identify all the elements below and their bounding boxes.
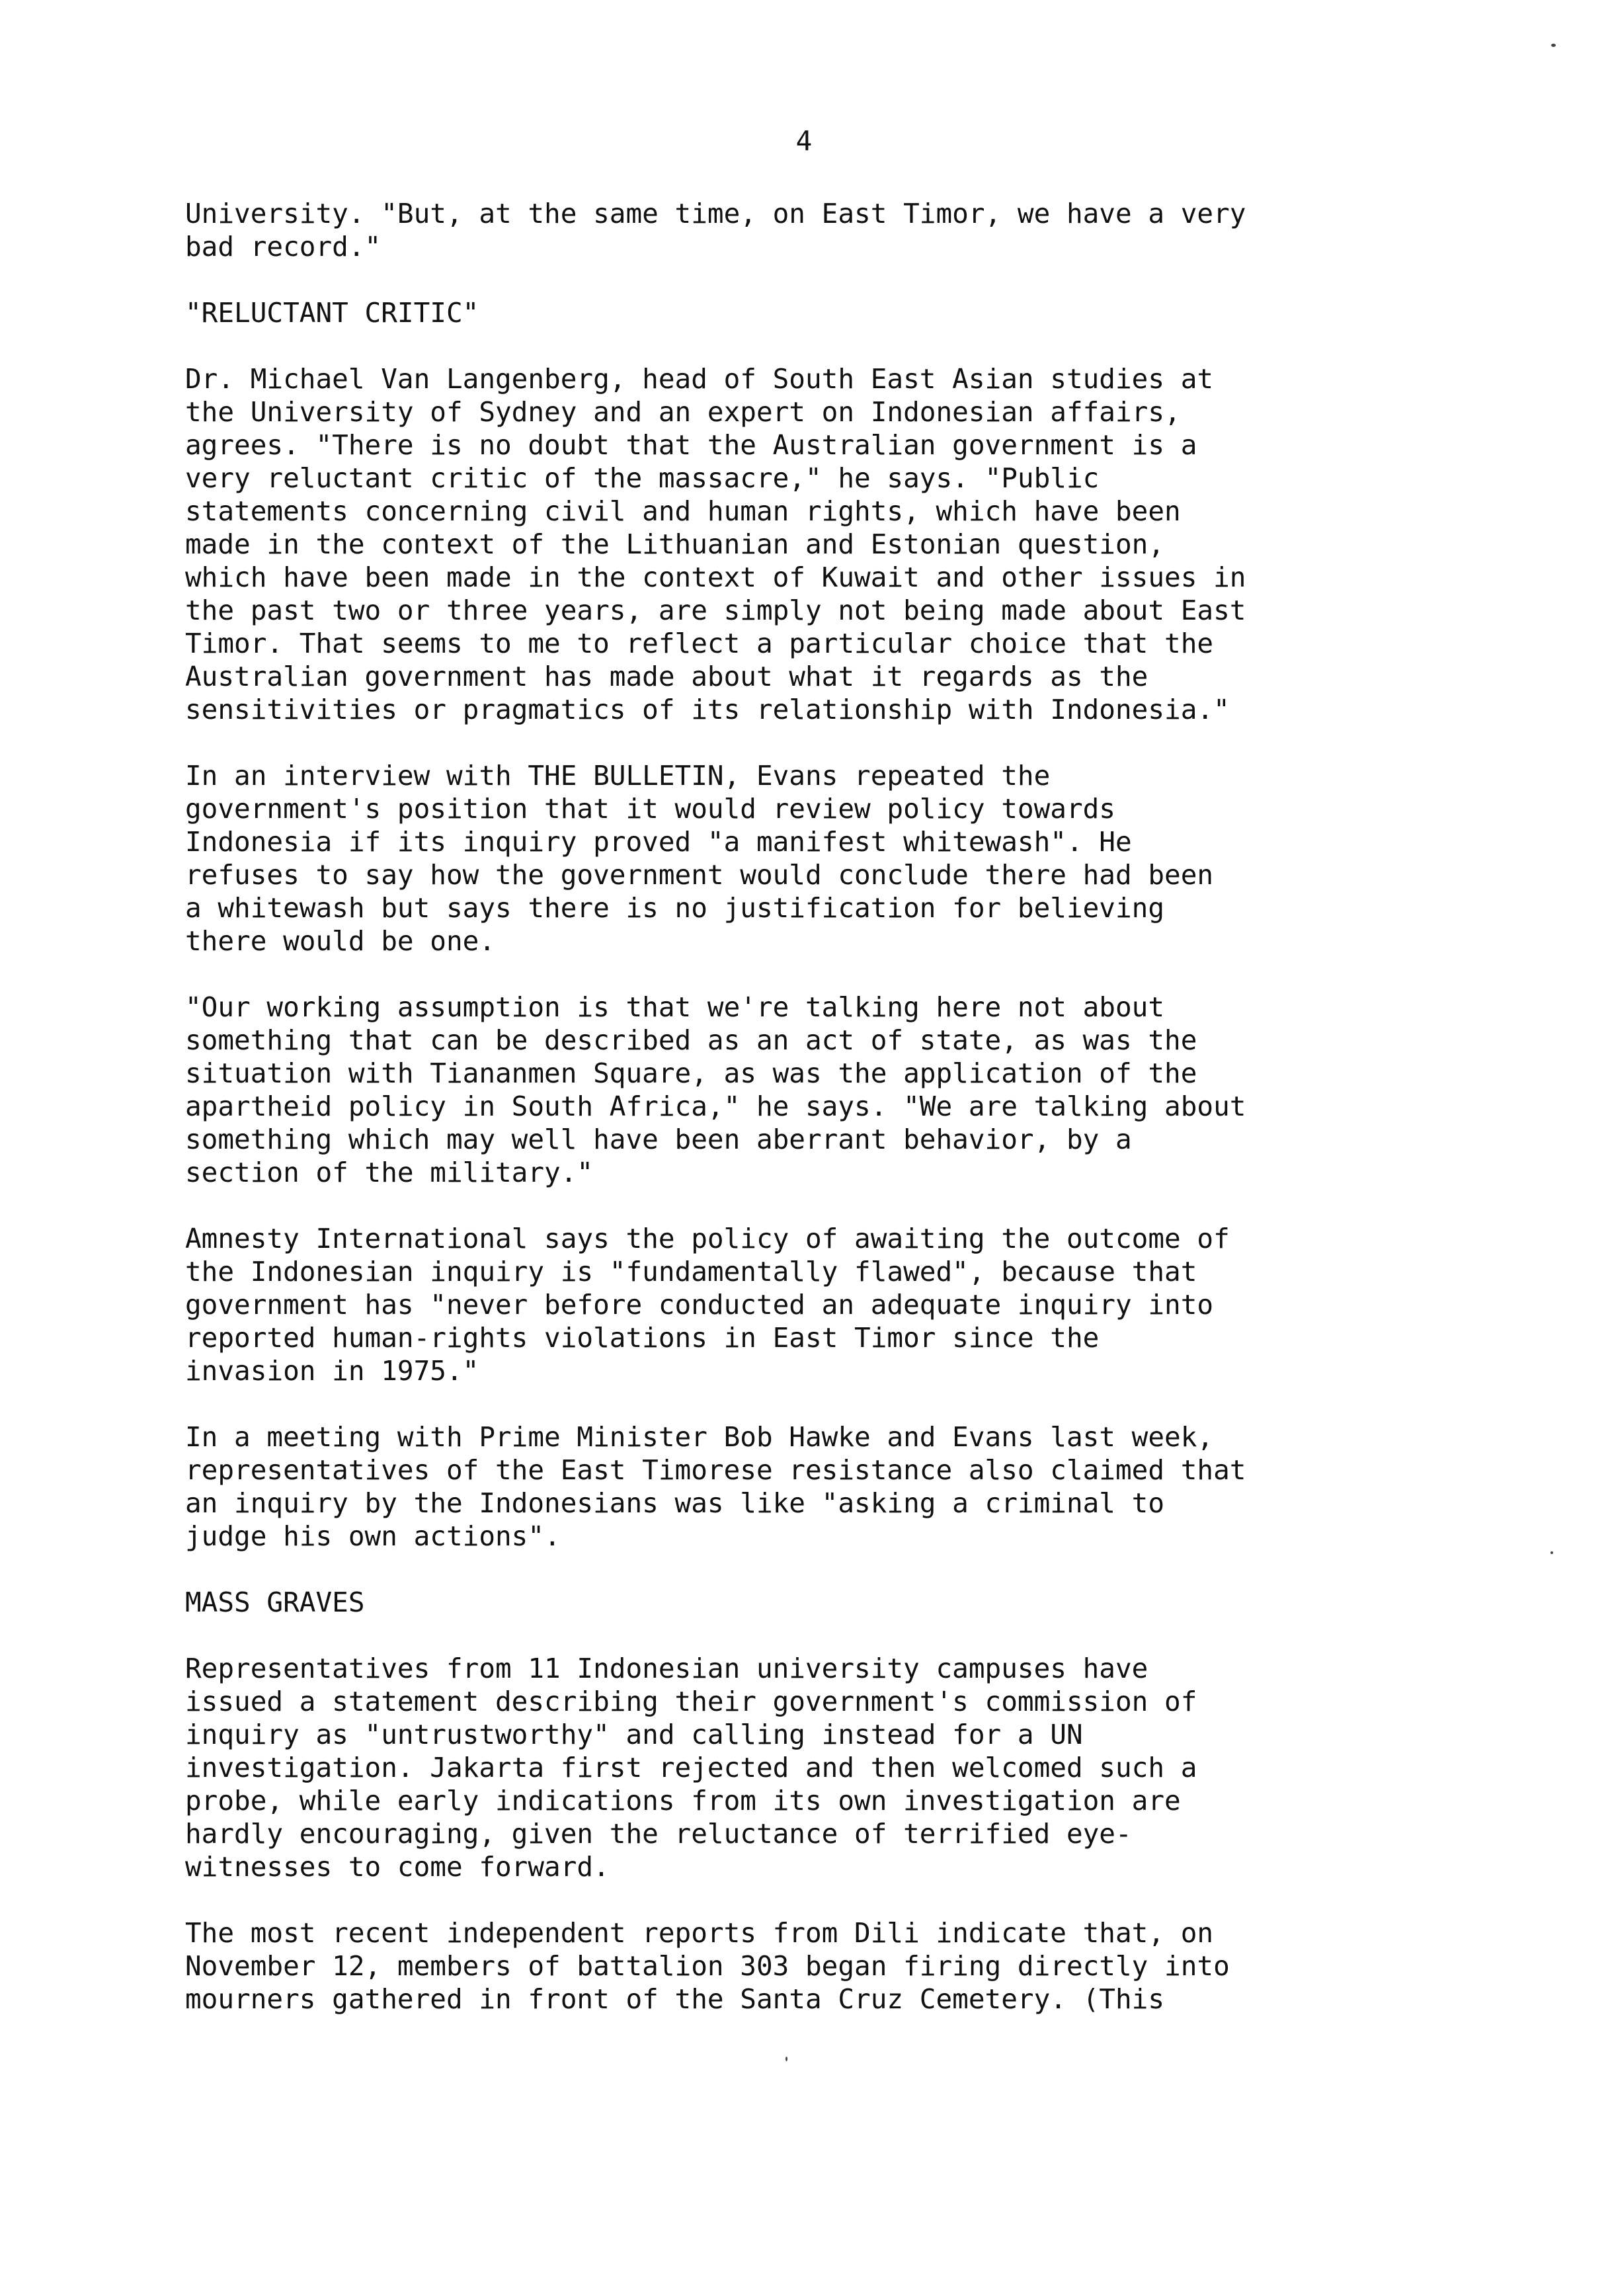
section-heading-reluctant-critic: "RELUCTANT CRITIC": [185, 297, 479, 329]
scan-speck: [1551, 44, 1556, 47]
paragraph-dili-reports: The most recent independent reports from Dili indicate that, on November 12, members of battalion 303 began firing directly into mourners gathered in front of the Santa Cruz Cemetery. (This: [185, 1917, 1230, 2015]
section-heading-mass-graves: MASS GRAVES: [185, 1586, 365, 1618]
page-number: 4: [795, 125, 813, 157]
paragraph-working-assumption: "Our working assumption is that we're talking here not about something that can be described as an act of state, as was the situation with Tiananmen Square, as was the application of the apartheid policy in South Africa," he says. "We are talking about something which may well have been aberrant behavior, by a section of the military.": [185, 991, 1246, 1188]
body-text: [185, 197, 1501, 2049]
scan-speck: [1550, 1551, 1553, 1554]
paragraph-continuation: University. "But, at the same time, on East Timor, we have a very bad record.": [185, 198, 1246, 263]
paragraph-amnesty: Amnesty International says the policy of awaiting the outcome of the Indonesian inquiry is "fundamentally flawed", because that government has "never before conducted an adequate inquiry into reported human-rights violations in East Timor since the invasion in 1975.": [185, 1223, 1230, 1387]
scan-speck: [785, 2057, 787, 2061]
paragraph-hawke-meeting: In a meeting with Prime Minister Bob Hawke and Evans last week, representatives of the East Timorese resistance also claimed that an inquiry by the Indonesians was like "asking a criminal to judge his own actions".: [185, 1421, 1246, 1552]
paragraph-bulletin-interview: In an interview with THE BULLETIN, Evans repeated the government's position that it would review policy towards Indonesia if its inquiry proved "a manifest whitewash". He refuses to say how the government would conclude there had been a whitewash but says there is no justification for believing there would be one.: [185, 760, 1214, 957]
paragraph-university-campuses: Representatives from 11 Indonesian university campuses have issued a statement describing their government's commission of inquiry as "untrustworthy" and calling instead for a UN investigation. Jakarta first rejected and then welcomed such a probe, while early indications from its own investigation are hardly encouraging, given the reluctance of terrified eye- witnesses to come forward.: [185, 1653, 1197, 1883]
paragraph-van-langenberg: Dr. Michael Van Langenberg, head of South East Asian studies at the University of Sydney and an expert on Indonesian affairs, agrees. "There is no doubt that the Australian government is a very reluctant critic of the massacre," he says. "Public statements concerning civil and human rights, which have been made in the context of the Lithuanian and Estonian question, which have been made in the context of Kuwait and other issues in the past two or three years, are simply not being made about East Timor. That seems to me to reflect a particular choice that the Australian government has made about what it regards as the sensitivities or pragmatics of its relationship with Indonesia.": [185, 363, 1246, 725]
